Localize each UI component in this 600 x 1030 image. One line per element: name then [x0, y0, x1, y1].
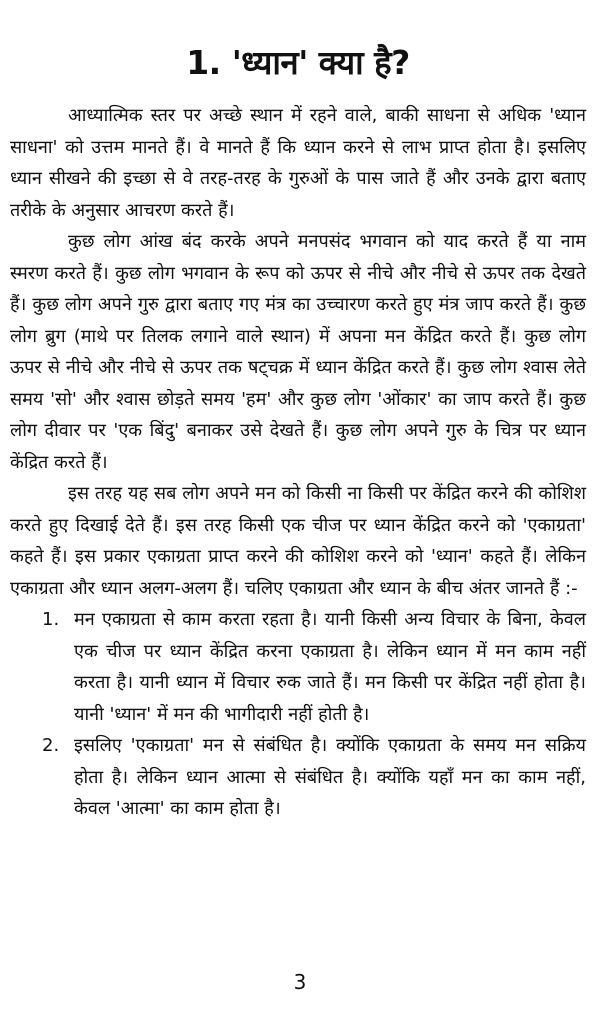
- paragraph-practices: कुछ लोग आंख बंद करके अपने मनपसंद भगवान को याद करते हैं या नाम स्मरण करते हैं। कुछ लोग भगवान के रूप को ऊपर से नीचे और नीचे से ऊपर तक देखते हैं। कुछ लोग अपने गुरु द्वारा बताए गए मंत्र का उच्चारण करते हुए मंत्र जाप करते हैं। कुछ लोग ब्रुग (माथे पर तिलक लगाने वाले स्थान) में अपना मन केंद्रित करते हैं। कुछ लोग ऊपर से नीचे और नीचे से ऊपर तक षट्चक्र में ध्यान केंद्रित करते हैं। कुछ लोग श्वास लेते समय 'सो' और श्वास छोड़ते समय 'हम' और कुछ लोग 'ओंकार' का जाप करते हैं। कुछ लोग दीवार पर 'एक बिंदु' बनाकर उसे देखते हैं। कुछ लोग अपने गुरु के चित्र पर ध्यान केंद्रित करते हैं।: [10, 231, 586, 473]
- list-item-number: 2.: [42, 735, 60, 756]
- paragraph-concentration: इस तरह यह सब लोग अपने मन को किसी ना किसी पर केंद्रित करने की कोशिश करते हुए दिखाई देते हैं। इस तरह किसी एक चीज पर ध्यान केंद्रित करने को 'एकाग्रता' कहते हैं। इस प्रकार एकाग्रता प्राप्त करने की कोशिश करने को 'ध्यान' कहते हैं। लेकिन एकाग्रता और ध्यान अलग-अलग हैं। चलिए एकाग्रता और ध्यान के बीच अंतर जानते हैं :-: [10, 483, 586, 599]
- difference-list: [10, 604, 586, 825]
- list-item-number: 1.: [42, 609, 60, 630]
- page-title: 1. 'ध्यान' क्या है?: [186, 43, 410, 82]
- paragraph-intro: आध्यात्मिक स्तर पर अच्छे स्थान में रहने वाले, बाकी साधना से अधिक 'ध्यान साधना' को उत्तम मानते हैं। वे मानते हैं कि ध्यान करने से लाभ प्राप्त होता है। इसलिए ध्यान सीखने की इच्छा से वे तरह-तरह के गुरुओं के पास जाते हैं और उनके द्वारा बताए तरीके के अनुसार आचरण करते हैं।: [10, 105, 586, 221]
- list-item-text: मन एकाग्रता से काम करता रहता है। यानी किसी अन्य विचार के बिना, केवल एक चीज पर ध्यान केंद्रित करना एकाग्रता है। लेकिन ध्यान में मन काम नहीं करता है। यानी ध्यान में विचार रुक जाते हैं। मन किसी पर केंद्रित नहीं होता है। यानी 'ध्यान' में मन की भागीदारी नहीं होती है।: [74, 609, 586, 725]
- list-item: [10, 604, 586, 730]
- page-number: 3: [293, 970, 307, 994]
- list-item: [10, 730, 586, 825]
- list-item-text: इसलिए 'एकाग्रता' मन से संबंधित है। क्योंकि एकाग्रता के समय मन सक्रिय होता है। लेकिन ध्यान आत्मा से संबंधित है। क्योंकि यहाँ मन का काम नहीं, केवल 'आत्मा' का काम होता है।: [74, 735, 586, 819]
